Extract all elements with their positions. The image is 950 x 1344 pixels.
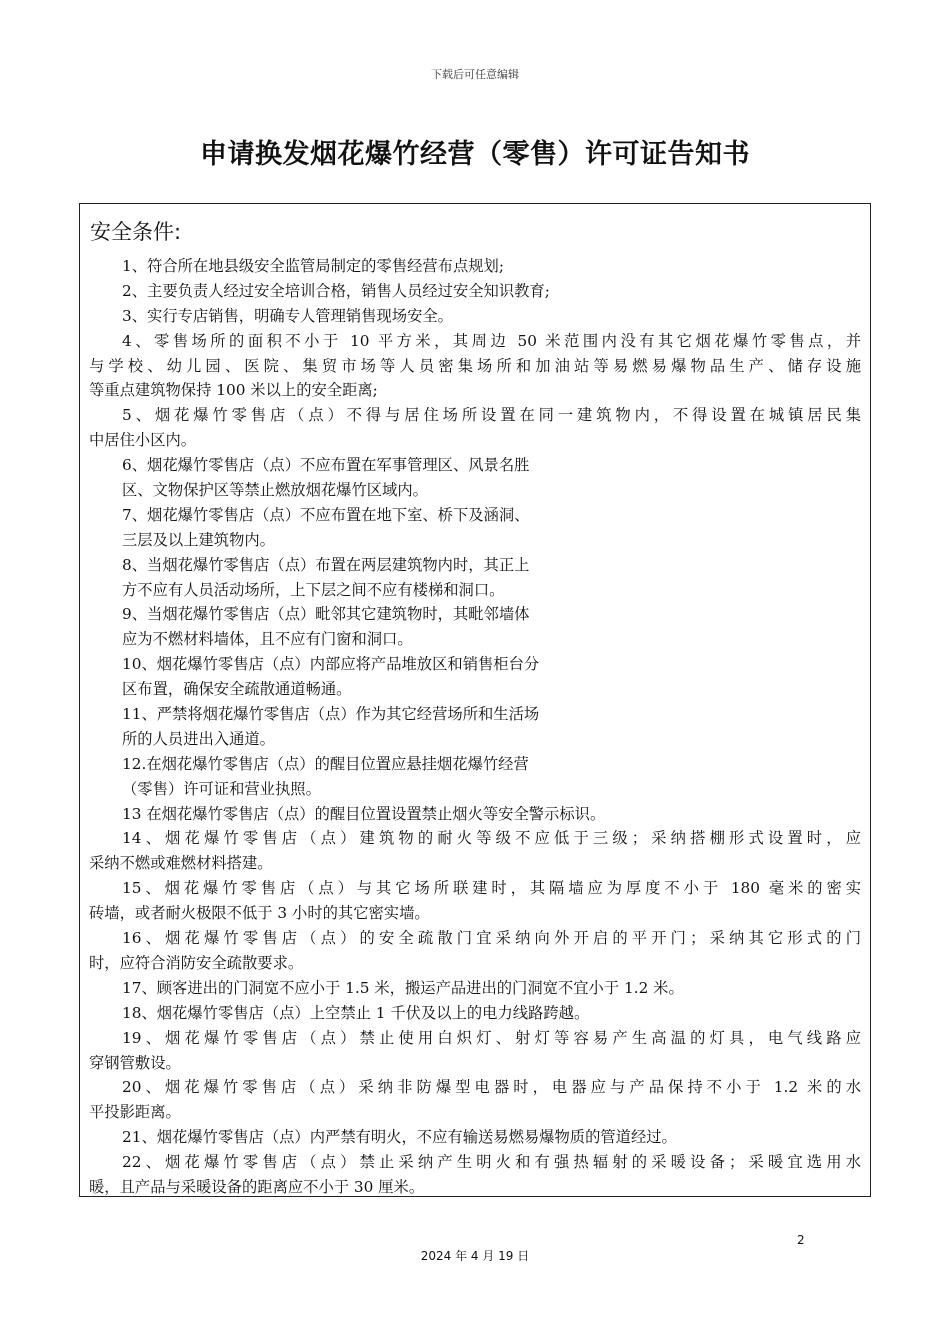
condition-line: 9、当烟花爆竹零售店（点）毗邻其它建筑物时，其毗邻墙体 [122,605,530,624]
condition-line: 14、烟花爆竹零售店（点）建筑物的耐火等级不应低于三级；采纳搭棚形式设置时，应 [122,829,861,848]
condition-line: 区布置，确保安全疏散通道畅通。 [122,680,352,699]
condition-line: 所的人员进出入通道。 [122,729,275,748]
condition-line: 暖，且产品与采暖设备的距离应不小于 30 厘米。 [89,1177,425,1196]
header-note: 下载后可任意编辑 [431,68,519,81]
condition-line: 12.在烟花爆竹零售店（点）的醒目位置应悬挂烟花爆竹经营 [122,754,529,773]
condition-line: 18、烟花爆竹零售店（点）上空禁止 1 千伏及以上的电力线路跨越。 [122,1003,590,1022]
condition-line: 应为不燃材料墙体，且不应有门窗和洞口。 [122,630,413,649]
condition-line: 8、当烟花爆竹零售店（点）布置在两层建筑物内时，其正上 [122,555,530,574]
condition-line: 22、烟花爆竹零售店（点）禁止采纳产生明火和有强热辐射的采暖设备；采暖宜选用水 [122,1153,861,1172]
condition-line: 13 在烟花爆竹零售店（点）的醒目位置设置禁止烟火等安全警示标识。 [122,804,606,823]
document-title: 申请换发烟花爆竹经营（零售）许可证告知书 [200,139,750,170]
condition-line: 采纳不燃或难燃材料搭建。 [89,854,273,873]
condition-line: 1、符合所在地县级安全监管局制定的零售经营布点规划; [122,257,505,275]
condition-line: 6、烟花爆竹零售店（点）不应布置在军事管理区、风景名胜 [122,456,530,475]
condition-line: 16、烟花爆竹零售店（点）的安全疏散门宜采纳向外开启的平开门；采纳其它形式的门 [122,929,861,948]
condition-line: 三层及以上建筑物内。 [122,530,275,549]
condition-line: 穿钢管敷设。 [89,1053,181,1072]
condition-line: 等重点建筑物保持 100 米以上的安全距离; [89,381,378,400]
condition-line: 2、主要负责人经过安全培训合格，销售人员经过安全知识教育; [122,281,550,300]
condition-line: 时，应符合消防安全疏散要求。 [89,953,304,972]
condition-line: 17、顾客进出的门洞宽不应小于 1.5 米，搬运产品进出的门洞宽不宜小于 1.2 米。 [122,978,684,997]
section-heading: 安全条件: [90,220,182,244]
condition-line: （零售）许可证和营业执照。 [122,779,321,798]
condition-line: 15、烟花爆竹零售店（点）与其它场所联建时，其隔墙应为厚度不小于 180 毫米的密实 [122,879,861,898]
conditions-list [89,254,861,1200]
condition-line: 19、烟花爆竹零售店（点）禁止使用白炽灯、射灯等容易产生高温的灯具，电气线路应 [122,1028,861,1047]
condition-line: 7、烟花爆竹零售店（点）不应布置在地下室、桥下及涵洞、 [122,505,530,524]
condition-line: 中居住小区内。 [89,431,197,450]
condition-line: 平投影距离。 [89,1103,181,1122]
condition-line: 砖墙，或者耐火极限不低于 3 小时的其它密实墙。 [89,904,430,923]
condition-line: 与学校、幼儿园、医院、集贸市场等人员密集场所和加油站等易燃易爆物品生产、储存设施 [89,356,861,375]
condition-line: 5、烟花爆竹零售店（点）不得与居住场所设置在同一建筑物内，不得设置在城镇居民集 [122,406,861,425]
page-number: 2 [797,1233,805,1247]
condition-line: 4、零售场所的面积不小于 10 平方米，其周边 50 米范围内没有其它烟花爆竹零售点，并 [122,331,861,350]
condition-line: 区、文物保护区等禁止燃放烟花爆竹区域内。 [122,481,428,500]
condition-line: 21、烟花爆竹零售店（点）内严禁有明火，不应有输送易燃易爆物质的管道经过。 [122,1128,677,1147]
condition-line: 20、烟花爆竹零售店（点）采纳非防爆型电器时，电器应与产品保持不小于 1.2 米的水 [122,1078,861,1097]
condition-line: 11、严禁将烟花爆竹零售店（点）作为其它经营场所和生活场 [122,705,540,724]
condition-line: 3、实行专店销售，明确专人管理销售现场安全。 [122,306,453,325]
condition-line: 10、烟花爆竹零售店（点）内部应将产品堆放区和销售柜台分 [122,655,540,674]
content-frame [79,203,871,1197]
page-date: 2024 年 4 月 19 日 [420,1249,530,1263]
condition-line: 方不应有人员活动场所，上下层之间不应有楼梯和洞口。 [122,580,505,599]
